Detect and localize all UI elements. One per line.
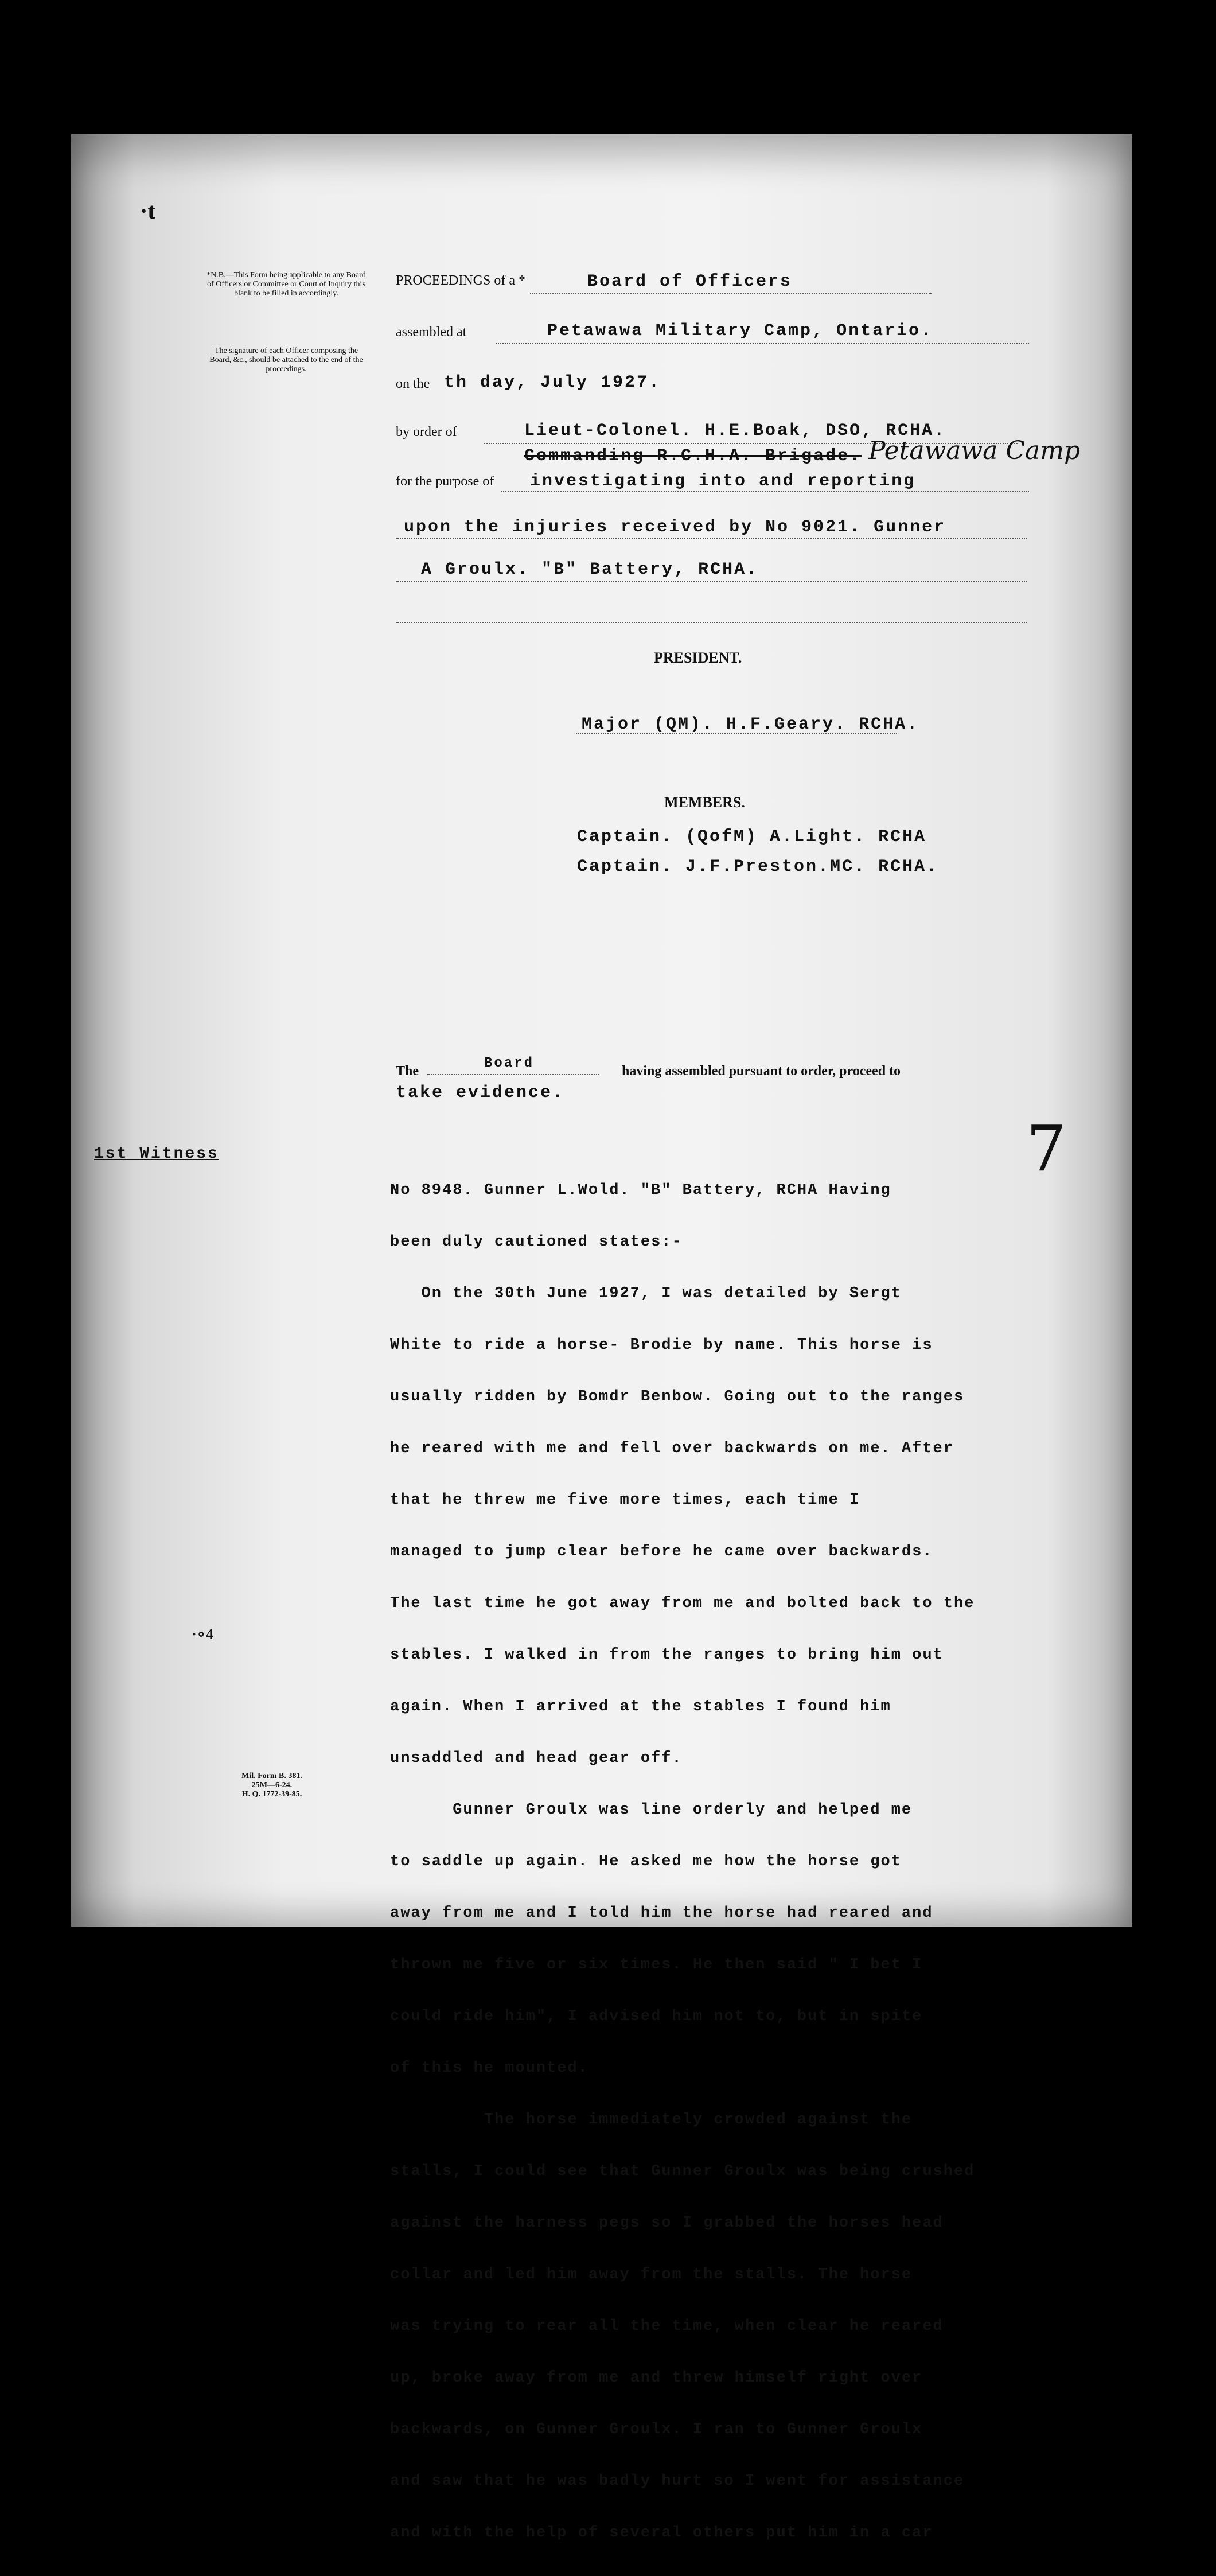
members-heading: MEMBERS. (664, 794, 745, 811)
statement-line: No 8948. Gunner L.Wold. "B" Battery, RCHA Having (390, 1182, 891, 1199)
statement-line: again. When I arrived at the stables I found him (390, 1698, 891, 1715)
president-heading: PRESIDENT. (654, 649, 742, 666)
member-1: Captain. (QofM) A.Light. RCHA (577, 827, 927, 847)
statement-line: and with the help of several others put him in a car (390, 2524, 933, 2542)
witness-label: 1st Witness (94, 1145, 219, 1163)
statement-line: usually ridden by Bomdr Benbow. Going out to the ranges (390, 1388, 965, 1406)
statement-line: managed to jump clear before he came over backwards. (390, 1543, 933, 1561)
statement-line: The horse immediately crowded against the (390, 2111, 913, 2128)
statement-line: stables. I walked in from the ranges to bring him out (390, 1647, 944, 1664)
assembled-at-value: Petawawa Military Camp, Ontario. (547, 321, 933, 341)
statement-line: he reared with me and fell over backwards on me. After (390, 1440, 954, 1457)
statement-line: unsaddled and head gear off. (390, 1750, 683, 1767)
order-handwritten-location: Petawawa Camp (868, 436, 1081, 465)
statement-line: been duly cautioned states:- (390, 1233, 683, 1251)
page-number: 7 (1026, 1112, 1066, 1185)
member-2: Captain. J.F.Preston.MC. RCHA. (577, 857, 939, 877)
form-stamp-text: Mil. Form B. 381. 25M—6-24. H. Q. 1772-39-85. (241, 1772, 302, 1799)
purpose-label: for the purpose of (396, 474, 494, 489)
proceedings-value: Board of Officers (587, 272, 793, 291)
witness-statement (390, 1147, 1096, 2576)
statement-line: collar and led him away from the stalls. The horse (390, 2266, 913, 2283)
assembled-pursuant-text: having assembled pursuant to order, proceed to (622, 1064, 901, 1079)
the-value: Board (484, 1056, 535, 1071)
purpose-line-1: investigating into and reporting (530, 472, 916, 491)
statement-line: to saddle up again. He asked me how the horse got (390, 1853, 902, 1870)
margin-mark: ·∘4 (192, 1626, 213, 1643)
statement-line: against the harness pegs so I grabbed the horses head (390, 2215, 944, 2232)
statement-line: up, broke away from me and threw himself right over (390, 2369, 923, 2387)
corner-mark: ·t (140, 198, 155, 224)
date-label: on the (396, 376, 430, 391)
statement-line: White to ride a horse- Brodie by name. This horse is (390, 1337, 933, 1354)
proceedings-label: PROCEEDINGS of a * (396, 273, 525, 288)
assembled-at-label: assembled at (396, 325, 467, 340)
statement-line: and saw that he was badly hurt so I went for assistance (390, 2473, 965, 2490)
purpose-line-2: upon the injuries received by No 9021. Gunner (404, 517, 946, 537)
take-evidence-text: take evidence. (396, 1083, 565, 1103)
form-note-signature: The signature of each Officer composing the Board, &c., should be attached to the end of the proceedings. (209, 347, 363, 373)
date-value: th day, July 1927. (444, 373, 661, 392)
statement-line: away from me and I told him the horse had reared and (390, 1905, 933, 1922)
president-name: Major (QM). H.F.Geary. RCHA. (582, 715, 919, 734)
statement-line: of this he mounted. (390, 2060, 588, 2077)
statement-line: that he threw me five more times, each time I (390, 1492, 860, 1509)
order-value-1: Lieut-Colonel. H.E.Boak, DSO, RCHA. (524, 421, 946, 441)
statement-line: backwards, on Gunner Groulx. I ran to Gunner Groulx (390, 2421, 923, 2438)
statement-line: thrown me five or six times. He then said " I bet I (390, 1956, 923, 1974)
statement-line: The last time he got away from me and bolted back to the (390, 1595, 975, 1612)
order-label: by order of (396, 425, 457, 439)
form-stamp (215, 1772, 329, 1799)
statement-line: Gunner Groulx was line orderly and helped me (390, 1801, 913, 1819)
purpose-line-3: A Groulx. "B" Battery, RCHA. (421, 560, 759, 579)
the-label: The (396, 1064, 419, 1079)
statement-line: stalls, I could see that Gunner Groulx was being crushed (390, 2163, 975, 2180)
statement-line: On the 30th June 1927, I was detailed by Sergt (390, 1285, 902, 1302)
document-page (71, 134, 1132, 2542)
statement-line: was trying to rear all the time, when clear he reared (390, 2318, 944, 2335)
order-value-2: Commanding R.C.H.A. Brigade. (524, 446, 862, 466)
statement-line: could ride him", I advised him not to, but in spite (390, 2008, 923, 2025)
form-note-filling: *N.B.—This Form being applicable to any Board of Officers or Committee or Court of Inquiry this blank to be filled in accordingly. (206, 271, 366, 298)
